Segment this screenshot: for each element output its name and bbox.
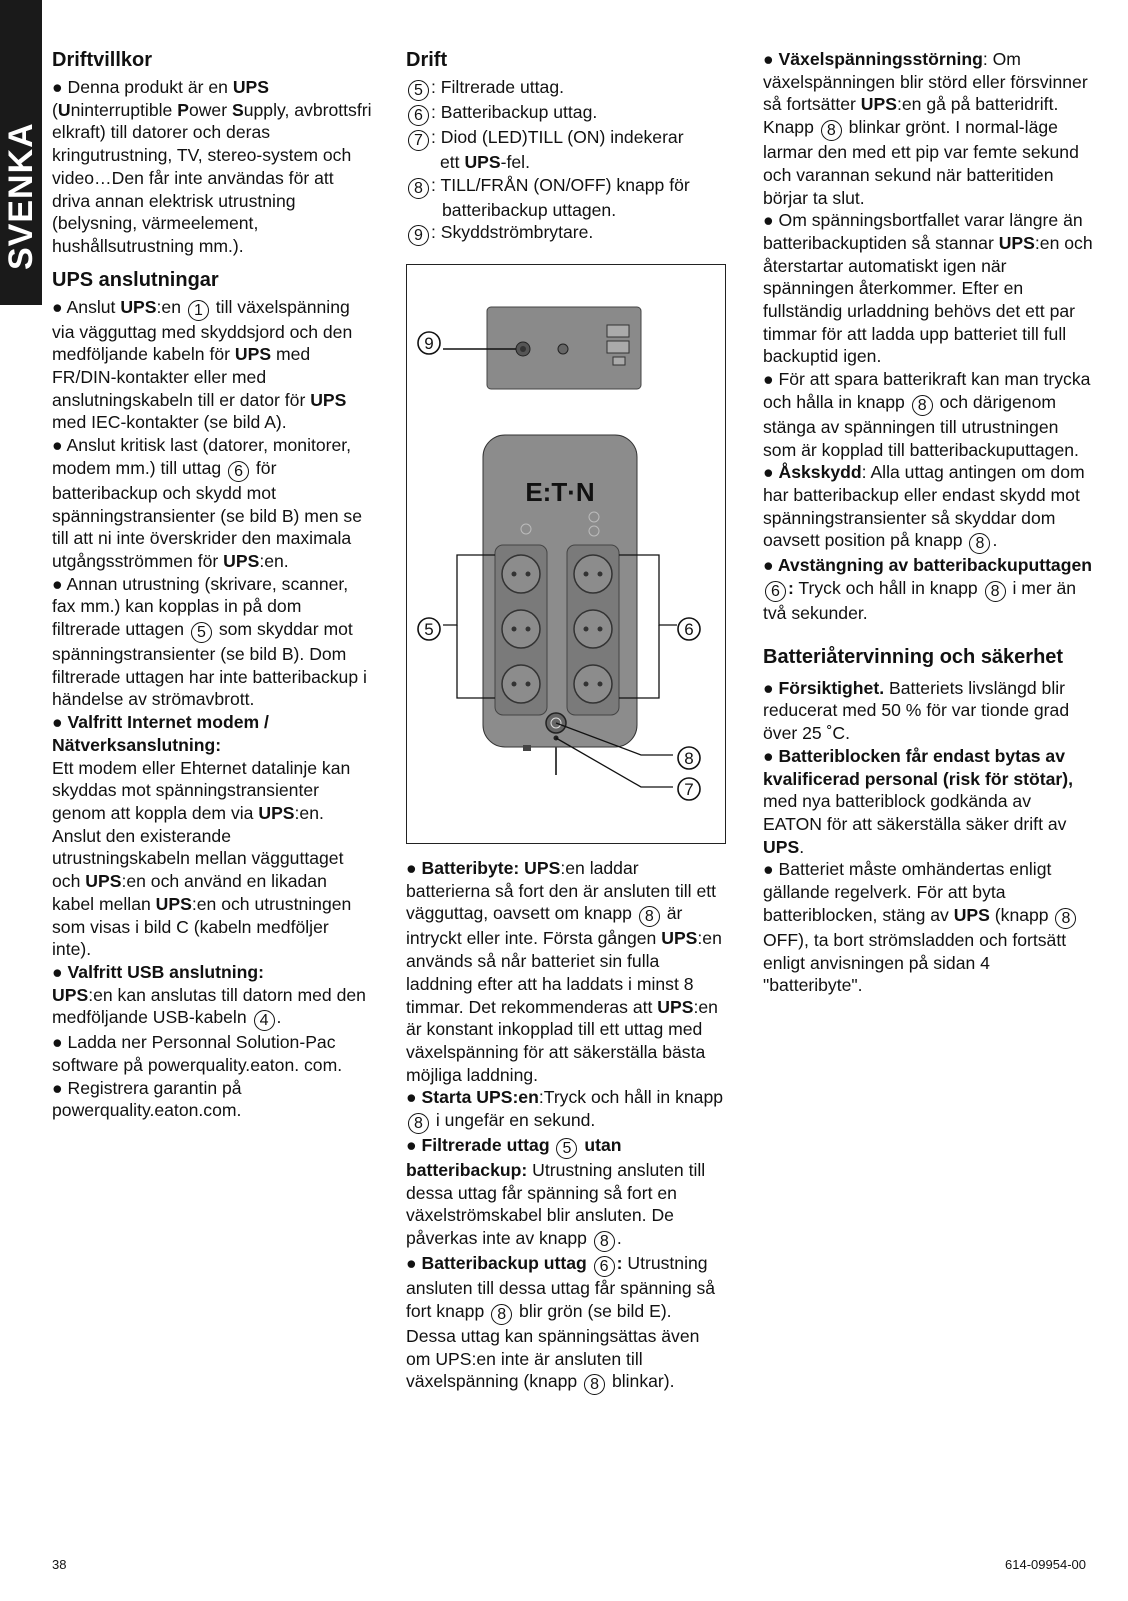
- paragraph-connect-critical-load: ● Anslut kritisk last (datorer, monitorer, modem mm.) till uttag 6 för batteribackup och skydd mot spänningstransienter (se bild B) men se till att ni inte överskrider den maximala utgångsströmmen för UPS:en.: [52, 435, 363, 571]
- column-2: [406, 48, 726, 246]
- page-number: 38: [52, 1557, 67, 1572]
- paragraph-filtrerade: ● Filtrerade uttag 5 utan batteribackup: Utrustning ansluten till dessa uttag får spänning så fort en växelströmskabel blir ansluten. De påverkas inte av knapp 8 .: [406, 1135, 706, 1251]
- paragraph-spanningsbortfall: ● Om spänningsbortfallet varar längre än batteribackuptiden så stannar UPS:en och återstartar automatiskt igen när spänningen återkommer. Efter en fullständig urladdning behövs det ett par timmar för att ladda upp batteriet till full backuptid igen.: [763, 210, 1093, 367]
- figure-callout-5: 5: [424, 620, 434, 639]
- figure-callout-6: 6: [684, 620, 694, 639]
- callout-1: 1: [188, 300, 209, 321]
- heading-driftvillkor: Driftvillkor: [52, 49, 153, 71]
- callout-6: 6: [228, 461, 249, 482]
- op-item-6: 6 : Batteribackup uttag.: [406, 101, 726, 126]
- paragraph-forsiktighet: ● Försiktighet. Batteriets livslängd blir reducerat med 50 % för var tionde grad över 25 ˚C.: [763, 677, 1070, 744]
- paragraph-avstangning: ● Avstängning av batteribackuputtagen 6 : Tryck och håll in knapp 8 i mer än två sekunder.: [763, 555, 1092, 624]
- op-item-7: 7 : Diod (LED)TILL (ON) indekerar ett UPS-fel.: [406, 126, 726, 174]
- figure-callout-8: 8: [684, 749, 694, 768]
- paragraph-download: ● Ladda ner Personnal Solution-Pac software på powerquality.eaton. com.: [52, 1032, 343, 1076]
- heading-ups-anslutningar: UPS anslutningar: [52, 268, 219, 291]
- column-3: [763, 48, 1093, 997]
- paragraph-connect-other: ● Annan utrustning (skrivare, scanner, fax mm.) kan kopplas in på dom filtrerade uttagen 5 som skyddar mot spänningstransienter (se bild B). Dom filtrerade uttagen har inte batteribackup i händelse av strömavbrott.: [52, 573, 367, 710]
- figure-callout-9: 9: [424, 334, 434, 353]
- paragraph-omhandertas: ● Batteriet måste omhändertas enligt gällande regelverk. För att byta batteriblocken, stäng av UPS (knapp 8 OFF), ta bort strömsladden och fortsätt enligt anvisningen på sidan 4 "batteribyte".: [763, 858, 1093, 997]
- paragraph-spara: ● För att spara batterikraft kan man trycka och hålla in knapp 8 och därigenom stänga av spänningen till utrustningen som är kopplad till batteribackuputtagen.: [763, 369, 1091, 460]
- figure-callout-7: 7: [684, 780, 694, 799]
- language-tab: [0, 0, 42, 305]
- column-2-lower: [406, 857, 726, 1395]
- ups-figure: [406, 264, 726, 844]
- paragraph-connect-mains: ● Anslut UPS:en 1 till växelspänning via vägguttag med skyddsjord och den medföljande kabeln för UPS med FR/DIN-kontakter eller med anslutningskabeln till er dator för UPS med IEC-kontakter (se bild A).: [52, 296, 353, 433]
- paragraph-batteriblocken: ● Batteriblocken får endast bytas av kvalificerad personal (risk för stötar), med nya batteriblock godkända av EATON för att säkerställa säker drift av UPS.: [763, 745, 1073, 857]
- paragraph-starta: ● Starta UPS:en:Tryck och håll in knapp 8 i ungefär en sekund.: [406, 1087, 724, 1133]
- language-label: SVENKA: [2, 122, 40, 270]
- paragraph-batteribackup: ● Batteribackup uttag 6 : Utrustning ansluten till dessa uttag får spänning så fort knapp 8 blir grön (se bild E). Dessa uttag kan spänningsättas även om UPS:en inte är ansluten till växelspänning (knapp 8 blinkar).: [406, 1253, 716, 1394]
- callout-5: 5: [191, 622, 212, 643]
- op-item-8: 8 : TILL/FRÅN (ON/OFF) knapp för batteribackup uttagen.: [406, 174, 726, 222]
- paragraph-usb-heading: ● Valfritt USB anslutning:: [52, 961, 264, 982]
- paragraph-vaxelspanning: ● Växelspänningsstörning: Om växelspänningen blir störd eller försvinner så fortsätter UPS:en gå på batteridrift. Knapp 8 blinkar grönt. I normal-läge larmar den med ett pip var femte sekund och varannan sekund när batteritiden börjar ta slut.: [763, 49, 1088, 208]
- op-item-9: 9 : Skyddströmbrytare.: [406, 221, 726, 246]
- op-item-5: 5 : Filtrerade uttag.: [406, 76, 726, 101]
- paragraph-product: ● Denna produkt är en UPS (Uninterruptible Power Supply, avbrottsfri elkraft) till datorer och deras kringutrustning, TV, stereo-system och video…Den får inte användas för att driva annan elektrisk utrustning (belysning, värmeelement, hushållsutrustning mm.).: [52, 77, 372, 256]
- column-1: [52, 48, 372, 1122]
- heading-drift: Drift: [406, 49, 448, 71]
- paragraph-modem: Ett modem eller Ehternet datalinje kan skyddas mot spänningstransienter genom att koppla dem via UPS:en. Anslut den existerande utrustningskabeln mellan vägguttaget och UPS:en och använd en likadan kabel mellan UPS:en och utrustningen som visas i bild C (kabeln medföljer inte).: [52, 757, 352, 960]
- paragraph-batteribyte: ● Batteribyte: UPS:en laddar batterierna så fort den är ansluten till ett vägguttag, oavsett om knapp 8 är intryckt eller inte. Första gången UPS:en används så når batteriet sin fulla laddning efter att ha laddats i minst 8 timmar. Det rekommenderas att UPS:en är konstant inkopplad till ett uttag med växelspänning för att säkerställa bästa möjliga laddning.: [406, 858, 722, 1085]
- paragraph-askskydd: ● Åskskydd: Alla uttag antingen om dom har batteribackup eller endast skydd mot spänningstransienter så skyddar dom oavsett position på knapp 8 .: [763, 462, 1085, 553]
- document-number: 614-09954-00: [1005, 1557, 1086, 1572]
- ups-illustration: [407, 265, 725, 843]
- callout-4: 4: [254, 1010, 275, 1031]
- paragraph-modem-heading: ● Valfritt Internet modem / Nätverksanslutning:: [52, 712, 269, 755]
- heading-batteriatervinning: Batteriåtervinning och säkerhet: [763, 645, 1064, 668]
- brand-logo: E:T·N: [525, 477, 595, 507]
- paragraph-register: ● Registrera garantin på powerquality.eaton.com.: [52, 1077, 242, 1121]
- paragraph-usb: UPS:en kan anslutas till datorn med den medföljande USB-kabeln 4 .: [52, 984, 366, 1030]
